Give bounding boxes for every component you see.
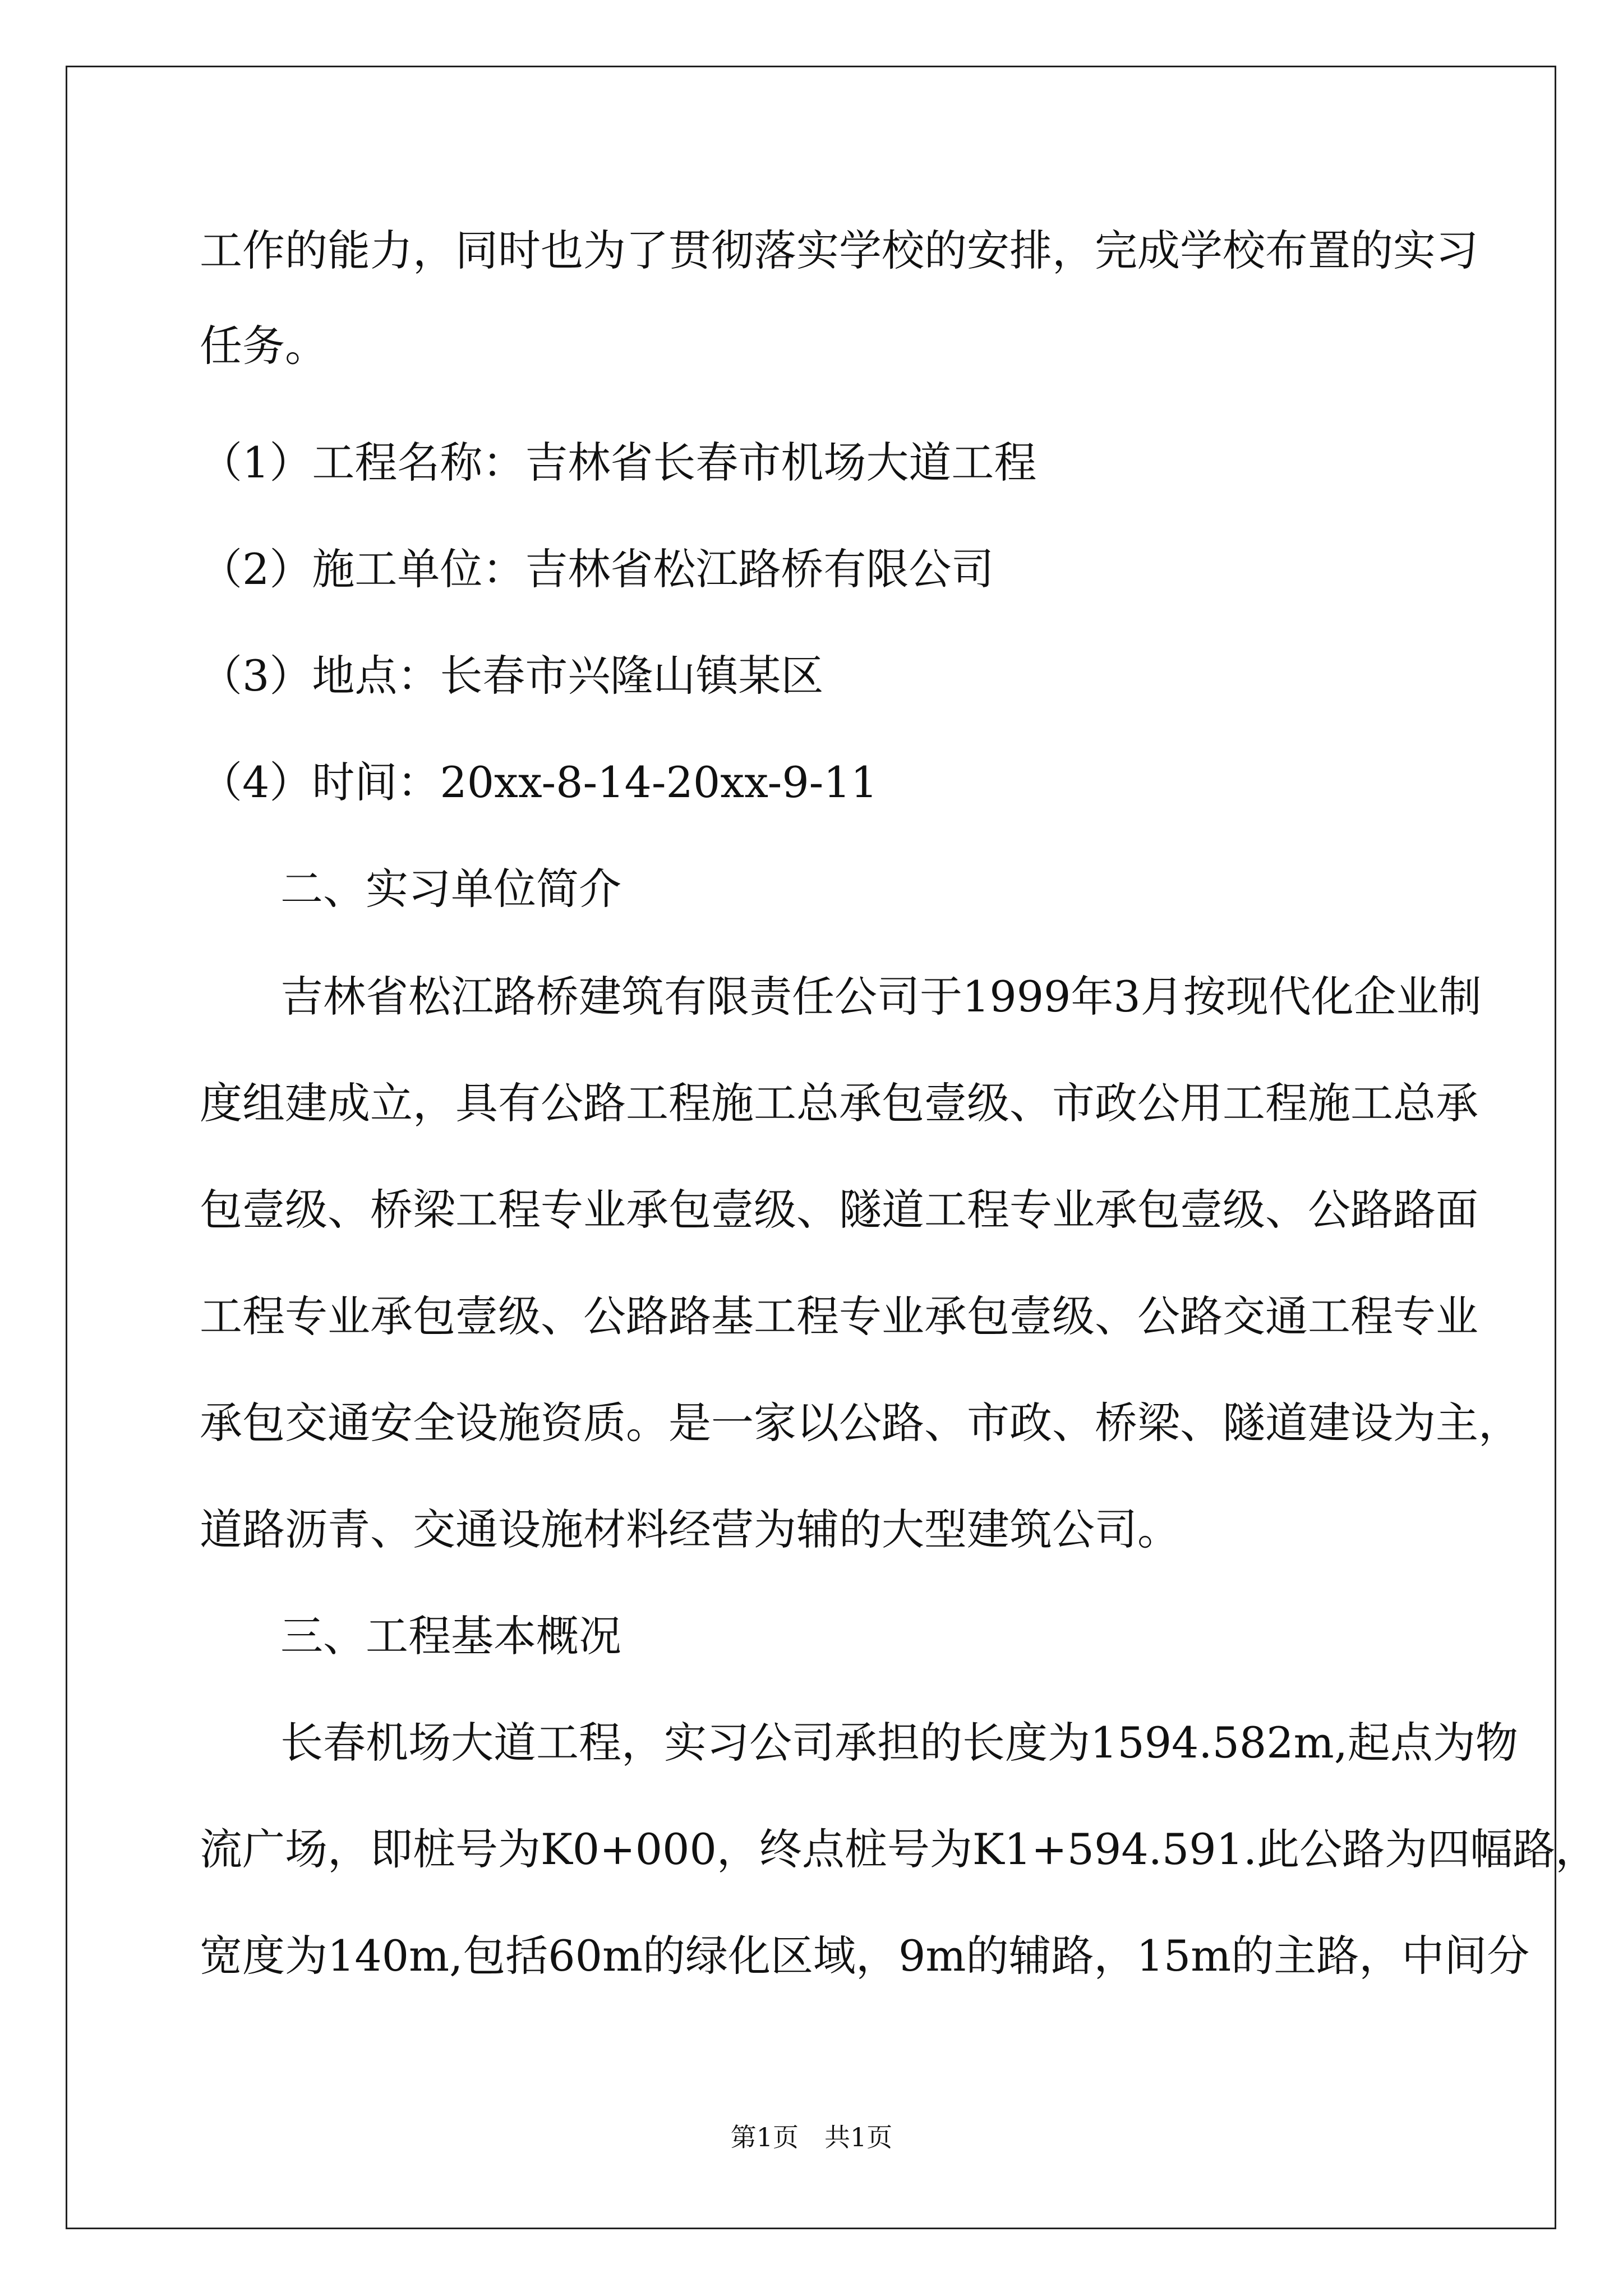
- company-intro-line-2: 度组建成立，具有公路工程施工总承包壹级、市政公用工程施工总承: [200, 1078, 1478, 1128]
- contractor-line: （2）施工单位：吉林省松江路桥有限公司: [200, 544, 994, 594]
- overview-line-3: 宽度为140m,包括60m的绿化区域，9m的辅路，15m的主路，中间分: [200, 1931, 1530, 1981]
- project-name-line: （1）工程名称：吉林省长春市机场大道工程: [200, 438, 1037, 487]
- company-intro-line-6: 道路沥青、交通设施材料经营为辅的大型建筑公司。: [200, 1504, 1180, 1554]
- company-intro-line-4: 工程专业承包壹级、公路路基工程专业承包壹级、公路交通工程专业: [200, 1291, 1478, 1341]
- time-line: （4）时间：20xx-8-14-20xx-9-11: [200, 757, 878, 807]
- page-border: [66, 66, 1556, 2229]
- body-line-2: 任务。: [200, 321, 328, 371]
- company-intro-line-3: 包壹级、桥梁工程专业承包壹级、隧道工程专业承包壹级、公路路面: [200, 1185, 1478, 1235]
- body-line-1: 工作的能力，同时也为了贯彻落实学校的安排，完成学校布置的实习: [200, 226, 1478, 275]
- company-intro-line-5: 承包交通安全设施资质。是一家以公路、市政、桥梁、隧道建设为主，: [200, 1398, 1521, 1448]
- section-heading-3: 三、工程基本概况: [280, 1611, 621, 1661]
- overview-line-2: 流广场，即桩号为K0+000，终点桩号为K1+594.591.此公路为四幅路，: [200, 1824, 1598, 1874]
- overview-line-1: 长春机场大道工程，实习公司承担的长度为1594.582m,起点为物: [280, 1718, 1518, 1768]
- company-intro-line-1: 吉林省松江路桥建筑有限责任公司于1999年3月按现代化企业制: [280, 972, 1482, 1022]
- section-heading-2: 二、实习单位简介: [280, 864, 621, 914]
- location-line: （3）地点：长春市兴隆山镇某区: [200, 651, 824, 701]
- page-footer: 第1页 共1页: [730, 2122, 893, 2152]
